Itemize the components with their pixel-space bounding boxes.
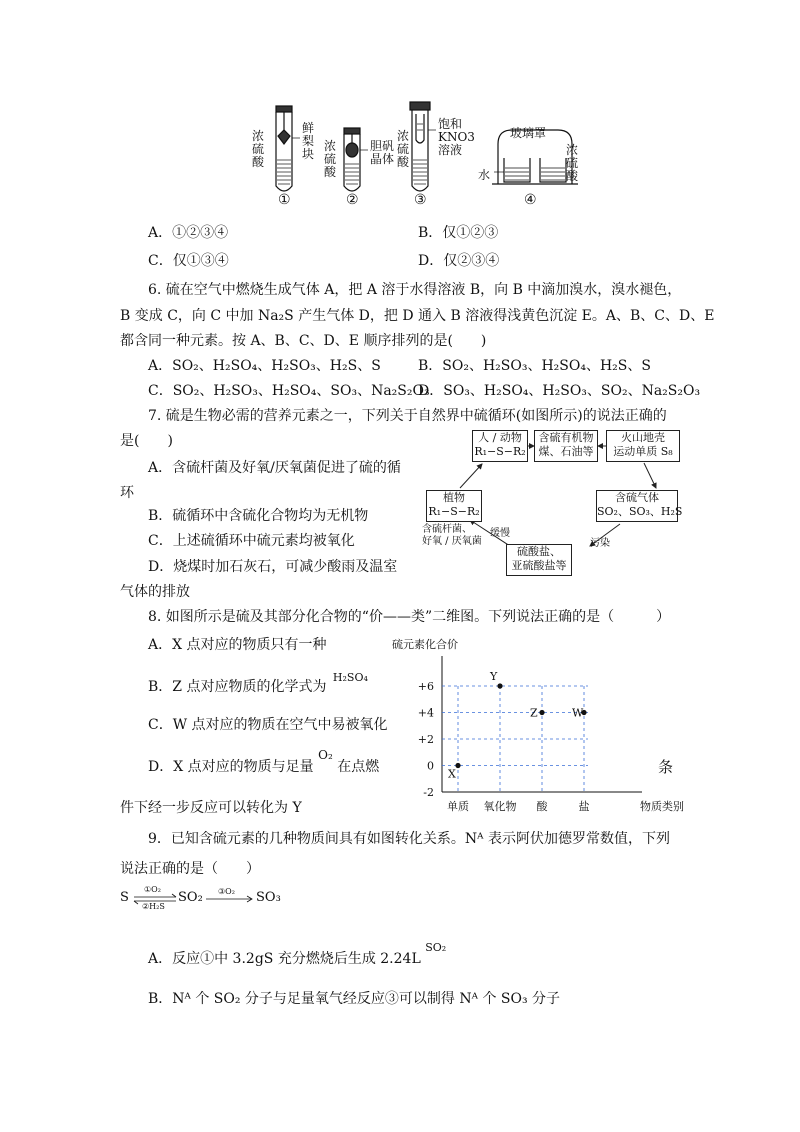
apparatus-number-3: ③ xyxy=(414,192,427,208)
q6-option-c: C．SO₂、H₂SO₃、H₂SO₄、SO₃、Na₂S₂O₃ xyxy=(148,383,430,399)
setup4-acid-label: 浓 硫 酸 xyxy=(566,143,579,183)
box-plants: 植物 R₁−S−R₂ xyxy=(426,490,482,522)
x-tick-label: 单质 xyxy=(447,800,469,813)
q9-option-a-formula: SO₂ xyxy=(425,941,447,954)
sulfur-cycle-diagram xyxy=(420,428,690,578)
q8-option-d-o2: O₂ xyxy=(318,748,333,762)
q7-option-c: C．上述硫循环中硫元素均被氧化 xyxy=(148,533,355,549)
x-tick-label: 盐 xyxy=(578,800,590,813)
y-tick-label: +2 xyxy=(417,733,434,746)
q8-option-d xyxy=(148,748,380,776)
y-tick-label: -2 xyxy=(423,786,434,799)
scheme-r2: ②H₂S xyxy=(142,902,165,911)
q7-option-d-line1: D．烧煤时加石灰石，可减少酸雨及温室 xyxy=(148,559,398,575)
scheme-r1: ①O₂ xyxy=(144,885,161,894)
q8-option-b-formula: H₂SO₄ xyxy=(332,671,368,684)
scheme-so2: SO₂ xyxy=(178,890,203,905)
q9-option-a xyxy=(148,941,447,968)
q8-option-d-text2: 在点燃 xyxy=(337,759,380,775)
box-sulfur-gases: 含硫气体 SO₂、SO₃、H₂S xyxy=(596,490,678,522)
box-sulfur-organics: 含硫有机物 煤、石油等 xyxy=(534,430,598,462)
q8-option-d-tail: 条 xyxy=(658,758,674,776)
tube1-item-label: 鲜 梨 块 xyxy=(302,121,315,161)
x-axis-title: 物质类别 xyxy=(640,800,684,813)
q7-option-a-line2: 环 xyxy=(120,485,134,501)
data-point-z xyxy=(539,710,544,715)
box-sulfates: 硫酸盐、 亚硫酸盐等 xyxy=(506,544,572,576)
q8-option-d-text1: D．X 点对应的物质与足量 xyxy=(148,759,314,775)
y-axis-title: 硫元素化合价 xyxy=(392,638,458,651)
slow-label: 缓慢 xyxy=(490,528,510,539)
q5-option-c: C．仅①③④ xyxy=(148,253,229,269)
q6-option-d: D．SO₃、H₂SO₄、H₂SO₃、SO₂、Na₂S₂O₃ xyxy=(418,383,701,399)
tube1-acid-label: 浓 硫 酸 xyxy=(252,129,265,169)
q9-scheme xyxy=(120,884,300,914)
pollute-label: 污染 xyxy=(590,538,610,549)
tube-1 xyxy=(276,106,300,191)
q9-stem-line2: 说法正确的是（ ） xyxy=(120,861,260,877)
y-tick-label: +6 xyxy=(417,680,434,693)
y-tick-label: 0 xyxy=(427,759,434,773)
x-tick-label: 酸 xyxy=(536,800,548,813)
q8-option-c: C．W 点对应的物质在空气中易被氧化 xyxy=(148,717,388,733)
q6-option-a: A．SO₂、H₂SO₄、H₂SO₃、H₂S、S xyxy=(148,358,381,374)
data-point-x xyxy=(455,763,460,768)
point-label-x: X xyxy=(448,767,456,781)
apparatus-number-2: ② xyxy=(346,192,359,208)
q8-option-b xyxy=(148,671,368,696)
q6-stem-line2: B 变成 C，向 C 中加 Na₂S 产生气体 D，把 D 通入 B 溶液得浅黄色沉淀 E。A、B、C、D、E xyxy=(120,308,715,324)
q7-option-a-line1: A．含硫杆菌及好氧/厌氧菌促进了硫的循 xyxy=(148,460,401,476)
q9-option-b: B．Nᴬ 个 SO₂ 分子与足量氧气经反应③可以制得 Nᴬ 个 SO₃ 分子 xyxy=(148,991,561,1007)
y-tick-label: +4 xyxy=(417,706,434,720)
data-point-y xyxy=(497,683,502,688)
q9-option-a-text: A．反应①中 3.2gS 充分燃烧后生成 2.24L xyxy=(148,951,421,967)
tube3-acid-label: 浓 硫 酸 xyxy=(397,129,410,169)
apparatus-number-1: ① xyxy=(278,192,291,208)
tube-3 xyxy=(410,102,436,191)
box-human-animal: 人 / 动物 R₁−S−R₂ xyxy=(472,430,528,462)
point-label-y: Y xyxy=(490,670,498,683)
water-label: 水 xyxy=(478,168,491,182)
scheme-s: S xyxy=(120,890,129,905)
q5-option-a: A．①②③④ xyxy=(148,225,229,241)
q9-stem-line1: 9．已知含硫元素的几种物质间具有如图转化关系。Nᴬ 表示阿伏加德罗常数值，下列 xyxy=(148,831,670,847)
q5-option-b: B．仅①②③ xyxy=(418,225,499,241)
x-tick-label: 氧化物 xyxy=(483,800,517,813)
valence-class-chart xyxy=(392,636,692,816)
bell-jar-label: 玻璃罩 xyxy=(510,126,547,140)
q7-stem-line1: 7. 硫是生物必需的营养元素之一，下列关于自然界中硫循环(如图所示)的说法正确的 xyxy=(148,408,667,424)
tube2-item-label: 胆矾 晶体 xyxy=(370,139,395,166)
point-label-z: Z xyxy=(530,706,538,720)
apparatus-number-4: ④ xyxy=(524,192,537,208)
scheme-so3: SO₃ xyxy=(256,890,281,905)
q5-option-d: D．仅②③④ xyxy=(418,253,500,269)
q7-option-d-line2: 气体的排放 xyxy=(120,584,190,600)
q8-option-a: A．X 点对应的物质只有一种 xyxy=(148,637,327,653)
scheme-r3: ③O₂ xyxy=(218,887,235,896)
q6-stem-line3: 都含同一种元素。按 A、B、C、D、E 顺序排列的是( ) xyxy=(120,333,487,349)
q7-option-b: B．硫循环中含硫化合物均为无机物 xyxy=(148,508,369,524)
tube3-item-label: 饱和 KNO3 溶液 xyxy=(438,117,475,157)
tube2-acid-label: 浓 硫 酸 xyxy=(324,139,337,179)
box-volcano: 火山地壳 运动单质 S₈ xyxy=(606,430,680,462)
q8-stem: 8. 如图所示是硫及其部分化合物的“价——类”二维图。下列说法正确的是（ ） xyxy=(148,609,671,625)
q6-stem-line1: 6. 硫在空气中燃烧生成气体 A，把 A 溶于水得溶液 B，向 B 中滴加溴水，溴水褪色， xyxy=(148,282,682,298)
tube-2 xyxy=(344,128,368,191)
q8-option-d-line2: 件下经一步反应可以转化为 Y xyxy=(120,800,302,816)
q7-stem-line2: 是( ) xyxy=(120,433,173,449)
q8-option-b-text: B．Z 点对应物质的化学式为 xyxy=(148,679,327,695)
point-label-w: W xyxy=(572,706,584,720)
chart-canvas xyxy=(392,636,692,816)
bacteria-label: 含硫杆菌、 好氧 / 厌氧菌 xyxy=(422,524,482,547)
q6-option-b: B．SO₂、H₂SO₃、H₂SO₄、H₂S、S xyxy=(418,358,651,374)
